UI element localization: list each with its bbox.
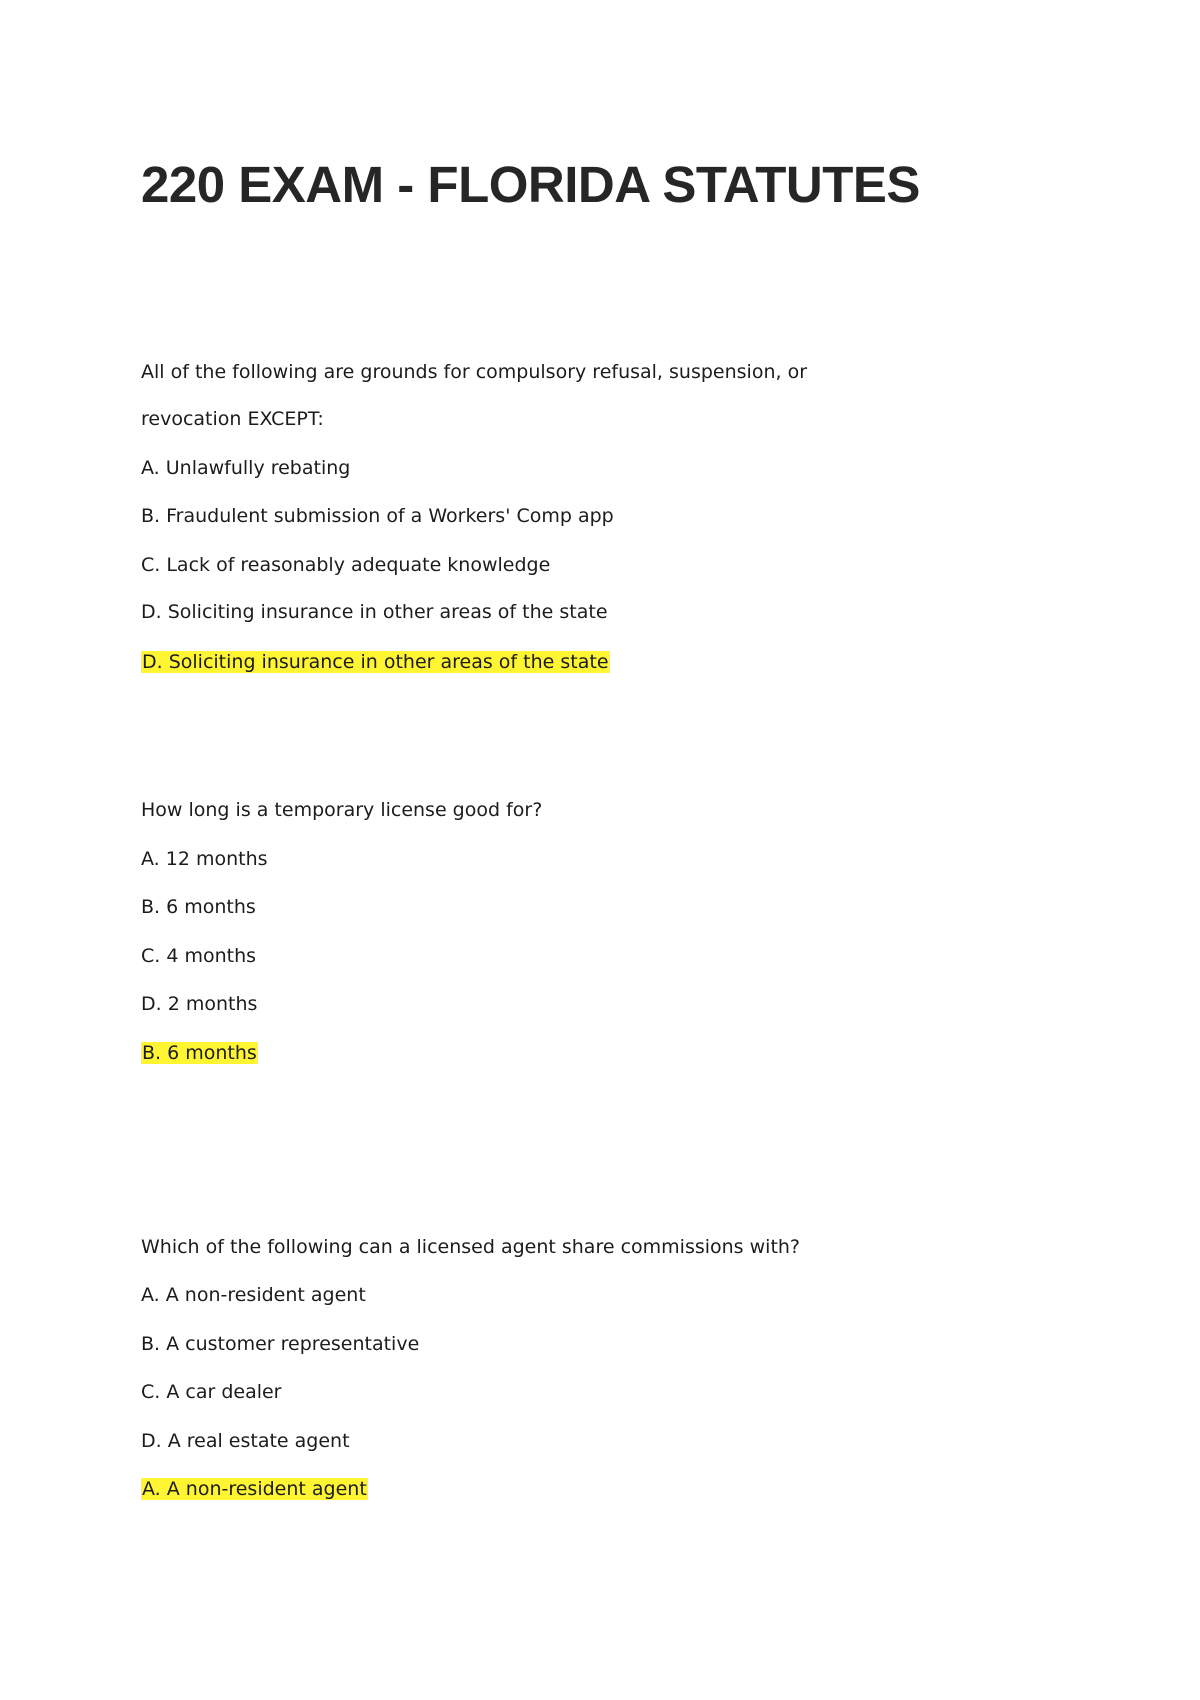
option-c: C. 4 months: [141, 945, 257, 967]
question-prompt-line: Which of the following can a licensed agent share commissions with?: [141, 1236, 801, 1258]
answer-row: [141, 1475, 368, 1503]
option-b: B. 6 months: [141, 896, 256, 918]
option-d: D. Soliciting insurance in other areas of the state: [141, 601, 608, 623]
question-prompt-line: revocation EXCEPT:: [141, 408, 324, 430]
option-d: D. 2 months: [141, 993, 258, 1015]
highlighted-answer: D. Soliciting insurance in other areas of the state: [142, 651, 609, 673]
option-c: C. A car dealer: [141, 1381, 282, 1403]
option-b: B. A customer representative: [141, 1333, 420, 1355]
answer-row: [141, 648, 610, 676]
highlighted-answer: A. A non-resident agent: [142, 1478, 367, 1500]
question-prompt-line: How long is a temporary license good for?: [141, 799, 543, 821]
answer-row: [141, 1039, 258, 1067]
question-prompt-line: All of the following are grounds for compulsory refusal, suspension, or: [141, 361, 808, 383]
option-a: A. 12 months: [141, 848, 268, 870]
option-a: A. A non-resident agent: [141, 1284, 366, 1306]
highlighted-answer: B. 6 months: [142, 1042, 257, 1064]
option-b: B. Fraudulent submission of a Workers' Comp app: [141, 505, 614, 527]
document-title: 220 EXAM - FLORIDA STATUTES: [141, 156, 920, 213]
option-d: D. A real estate agent: [141, 1430, 350, 1452]
option-a: A. Unlawfully rebating: [141, 457, 351, 479]
option-c: C. Lack of reasonably adequate knowledge: [141, 554, 551, 576]
